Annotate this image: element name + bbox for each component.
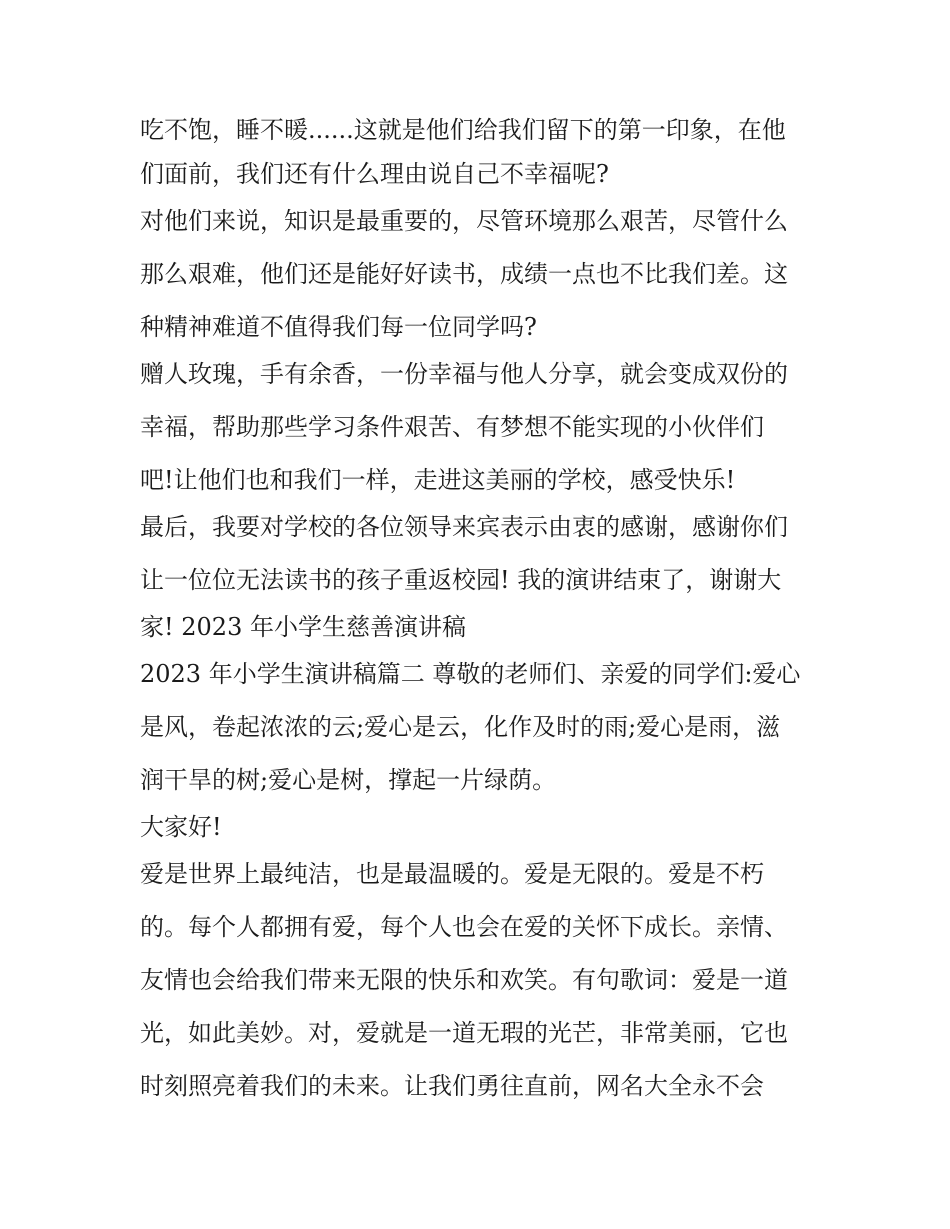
text-line: 赠人玫瑰，手有余香，一份幸福与他人分享，就会变成双份的 (140, 360, 788, 388)
text-line: 润干旱的树;爱心是树，撑起一片绿荫。 (140, 766, 557, 794)
text-line: 的。每个人都拥有爱，每个人也会在爱的关怀下成长。亲情、 (140, 913, 788, 941)
text-line: 们面前，我们还有什么理由说自己不幸福呢? (140, 160, 609, 188)
text-line: 光，如此美妙。对，爱就是一道无瑕的光芒，非常美丽，它也 (140, 1019, 788, 1047)
text-line: 最后，我要对学校的各位领导来宾表示由衷的感谢，感谢你们 (140, 513, 788, 541)
text-line: 是风，卷起浓浓的云;爱心是云，化作及时的雨;爱心是雨，滋 (140, 713, 781, 741)
document-body (140, 108, 820, 1108)
text-line: 2023 年小学生演讲稿篇二 尊敬的老师们、亲爱的同学们:爱心 (140, 660, 801, 688)
paragraph-1 (140, 108, 820, 196)
text-line: 友情也会给我们带来无限的快乐和欢笑。有句歌词：爱是一道 (140, 966, 788, 994)
text-line: 对他们来说，知识是最重要的，尽管环境那么艰苦，尽管什么 (140, 207, 788, 235)
paragraph-3 (140, 352, 820, 502)
text-line: 吃不饱，睡不暖......这就是他们给我们留下的第一印象，在他 (140, 116, 786, 144)
paragraph-4 (140, 505, 820, 649)
paragraph-6 (140, 805, 820, 849)
text-line: 家! 2023 年小学生慈善演讲稿 (140, 613, 466, 641)
text-line: 种精神难道不值得我们每一位同学吗? (140, 313, 537, 341)
text-line: 大家好! (140, 813, 222, 841)
text-line: 那么艰难，他们还是能好好读书，成绩一点也不比我们差。这 (140, 260, 788, 288)
paragraph-7 (140, 852, 820, 1108)
text-line: 吧!让他们也和我们一样，走进这美丽的学校，感受快乐! (140, 466, 736, 494)
text-line: 让一位位无法读书的孩子重返校园! 我的演讲结束了，谢谢大 (140, 566, 782, 594)
paragraph-5 (140, 652, 820, 802)
text-line: 爱是世界上最纯洁，也是最温暖的。爱是无限的。爱是不朽 (140, 860, 764, 888)
text-line: 幸福，帮助那些学习条件艰苦、有梦想不能实现的小伙伴们 (140, 413, 764, 441)
text-line: 时刻照亮着我们的未来。让我们勇往直前，网名大全永不会 (140, 1072, 764, 1100)
paragraph-2 (140, 199, 820, 349)
